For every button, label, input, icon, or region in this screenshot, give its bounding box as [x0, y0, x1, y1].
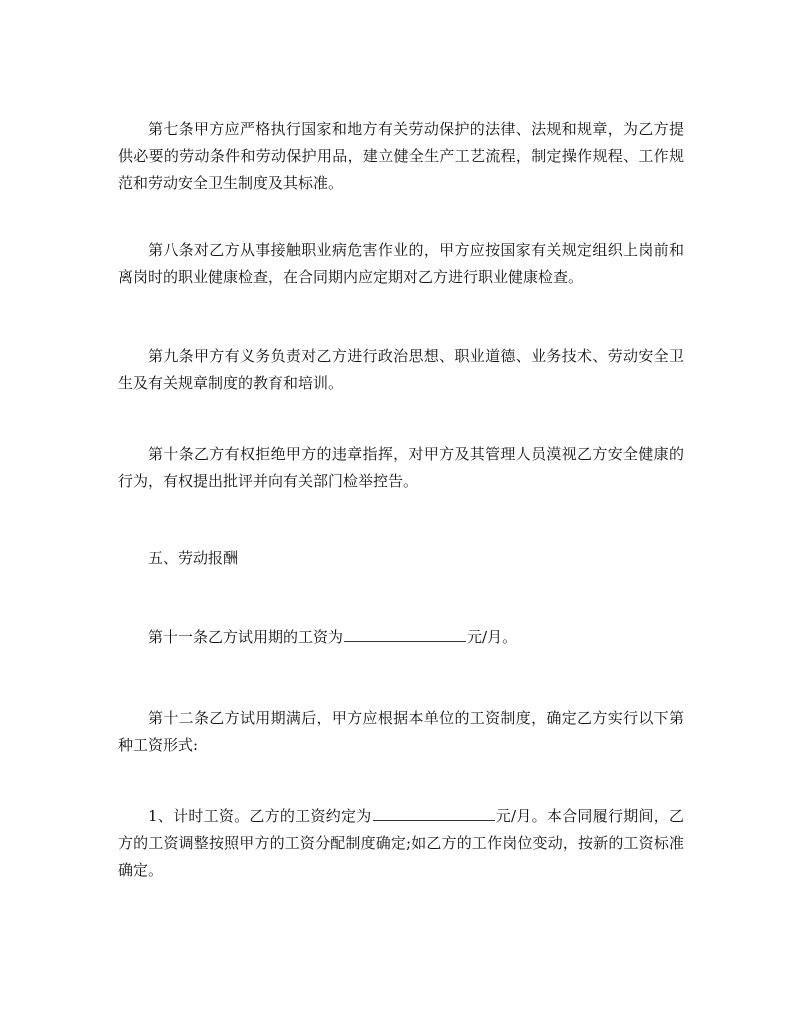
article-11-text-after: 元/月。	[467, 628, 518, 646]
item-1-text-after: 元/月。本合同履行期间，乙方的工资调整按照甲方的工资分配制度确定;如乙方的工作岗位变动，按新的工资标准确定。	[118, 807, 685, 879]
item-1-paragraph	[118, 803, 684, 884]
article-8-paragraph: 第八条对乙方从事接触职业病危害作业的，甲方应按国家有关规定组织上岗前和离岗时的职业健康检查，在合同期内应定期对乙方进行职业健康检查。	[118, 241, 684, 286]
article-12-paragraph: 第十二条乙方试用期满后，甲方应根据本单位的工资制度，确定乙方实行以下第种工资形式:	[118, 709, 684, 754]
salary-blank-line	[344, 624, 466, 642]
section-5-heading: 五、劳动报酬	[148, 549, 239, 567]
item-1-text-before: 1、计时工资。乙方的工资约定为	[148, 807, 372, 825]
article-9-paragraph: 第九条甲方有义务负责对乙方进行政治思想、职业道德、业务技术、劳动安全卫生及有关规章制度的教育和培训。	[118, 347, 684, 392]
hourly-wage-blank-line	[373, 803, 495, 821]
article-10-paragraph: 第十条乙方有权拒绝甲方的违章指挥，对甲方及其管理人员漠视乙方安全健康的行为，有权提出批评并向有关部门检举控告。	[118, 445, 684, 490]
article-11-paragraph	[118, 624, 684, 651]
article-11-text-before: 第十一条乙方试用期的工资为	[148, 628, 344, 646]
article-7-paragraph: 第七条甲方应严格执行国家和地方有关劳动保护的法律、法规和规章，为乙方提供必要的劳动条件和劳动保护用品，建立健全生产工艺流程，制定操作规程、工作规范和劳动安全卫生制度及其标准。	[118, 120, 684, 192]
